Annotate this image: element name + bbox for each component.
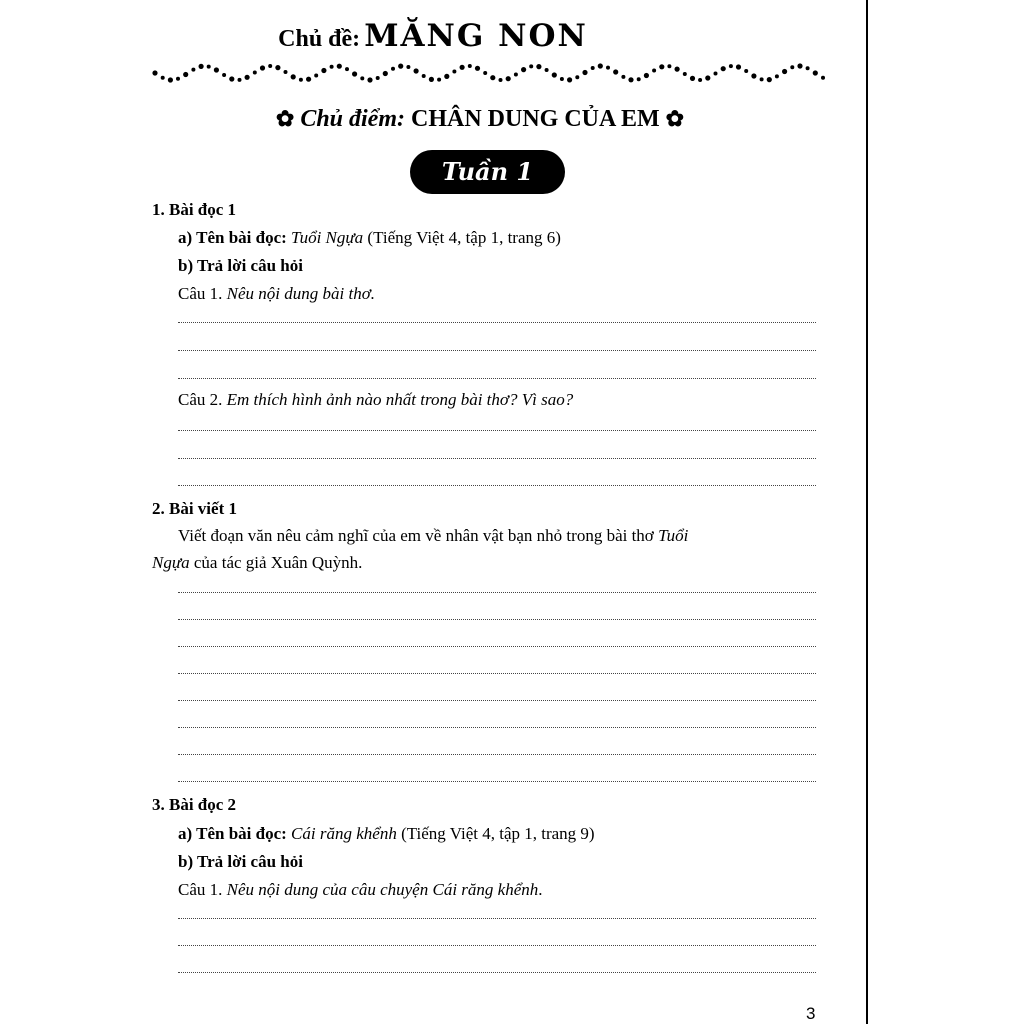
wave-dot [806, 66, 810, 70]
wave-dot [321, 68, 326, 73]
reading-title: Cái răng khểnh [291, 824, 397, 843]
wave-dot [168, 77, 173, 82]
wave-dot [690, 76, 695, 81]
wave-dot [506, 76, 511, 81]
wave-dot [398, 64, 403, 69]
wave-dot [790, 65, 794, 69]
writing-prompt-line [152, 552, 362, 574]
answer-line[interactable] [178, 592, 816, 593]
answer-line[interactable] [178, 673, 816, 674]
wave-dot [775, 74, 779, 78]
wave-dot [767, 77, 772, 82]
wave-dot [591, 66, 595, 70]
wave-dot [575, 75, 579, 79]
wave-dot [222, 73, 226, 77]
wave-dot [460, 65, 465, 70]
wave-dot [161, 76, 165, 80]
answer-line[interactable] [178, 781, 816, 782]
wave-dot [367, 77, 372, 82]
wave-dot [314, 74, 318, 78]
wave-dot [545, 68, 549, 72]
answer-line[interactable] [178, 945, 816, 946]
page-title [0, 18, 866, 54]
wave-dot [536, 64, 541, 69]
page-number: 3 [806, 1004, 816, 1023]
question-number: Câu 1. [178, 880, 223, 899]
wave-dot [714, 72, 718, 76]
question-line [178, 879, 543, 901]
wave-dot [652, 69, 656, 73]
wave-dot [560, 77, 564, 81]
writing-prompt: của tác giả Xuân Quỳnh. [193, 553, 363, 572]
question-text: Nêu nội dung của câu chuyện Cái răng khểnh [226, 880, 539, 899]
answer-line[interactable] [178, 322, 816, 323]
poem-title-part: Tuổi [658, 526, 689, 545]
wave-dot [683, 72, 687, 76]
question-number: Câu 2. [178, 390, 223, 409]
page-edge-line [866, 0, 868, 1024]
answer-line[interactable] [178, 350, 816, 351]
wave-dot [475, 66, 480, 71]
wave-dot [306, 77, 311, 82]
section-heading: 2. Bài viết 1 [152, 499, 237, 518]
wave-dot [183, 72, 188, 77]
wave-dot [214, 67, 219, 72]
question-number: Câu 1. [178, 284, 223, 303]
reading-source: (Tiếng Việt 4, tập 1, trang 6) [367, 228, 561, 247]
answer-line[interactable] [178, 430, 816, 431]
wave-dot [698, 78, 702, 82]
wave-dot [468, 64, 472, 68]
wave-dot [659, 64, 664, 69]
wave-dot [736, 64, 741, 69]
answer-line[interactable] [178, 485, 816, 486]
wave-dot [606, 66, 610, 70]
wave-dot [429, 77, 434, 82]
answer-line[interactable] [178, 727, 816, 728]
reading-title: Tuổi Ngựa [291, 228, 364, 247]
wave-dot [644, 73, 649, 78]
wave-dot [567, 77, 572, 82]
answer-line[interactable] [178, 378, 816, 379]
topic-heading [0, 106, 960, 133]
wave-dot [444, 74, 449, 79]
wave-dot [383, 71, 388, 76]
wave-dot [406, 65, 410, 69]
wave-dot [291, 74, 296, 79]
writing-prompt-line [178, 525, 688, 547]
wave-dot [260, 65, 265, 70]
answer-questions-label: b) Trả lời câu hỏi [178, 256, 303, 275]
week-badge: Tuần 1 [410, 150, 565, 194]
wave-dot [613, 69, 618, 74]
wave-dot [238, 78, 242, 82]
section-heading: 3. Bài đọc 2 [152, 795, 237, 814]
question-line [178, 389, 573, 411]
theme-label: Chủ đề: [278, 26, 361, 52]
wave-dot [452, 70, 456, 74]
writing-prompt: Viết đoạn văn nêu cảm nghĩ của em về nhân vật bạn nhỏ trong bài thơ [178, 526, 654, 545]
answer-line[interactable] [178, 754, 816, 755]
wave-dot [414, 68, 419, 73]
decorative-dot-wave [152, 60, 826, 86]
question-text: Nêu nội dung bài thơ. [226, 284, 376, 303]
flower-icon: ✿ [275, 106, 295, 131]
wave-dot [499, 78, 503, 82]
wave-dot [199, 64, 204, 69]
wave-dot [813, 70, 818, 75]
question-text: Em thích hình ảnh nào nhất trong bài thơ? Vì sao? [226, 390, 574, 409]
topic-title: CHÂN DUNG CỦA EM [411, 106, 660, 132]
wave-dot [598, 63, 603, 68]
wave-dot [521, 67, 526, 72]
wave-dot [490, 75, 495, 80]
theme-title: MĂNG NON [364, 18, 588, 54]
answer-line[interactable] [178, 458, 816, 459]
wave-dot [229, 76, 234, 81]
reading-title-line [178, 227, 561, 249]
reading-title-line [178, 823, 595, 845]
wave-dot [744, 69, 748, 73]
wave-dot [821, 76, 825, 80]
wave-dot [391, 67, 395, 71]
wave-dot [345, 67, 349, 71]
answer-line[interactable] [178, 619, 816, 620]
reading-source: (Tiếng Việt 4, tập 1, trang 9) [401, 824, 595, 843]
wave-dot [207, 65, 211, 69]
wave-dot [422, 74, 426, 78]
wave-dot [514, 73, 518, 77]
wave-dot [705, 75, 710, 80]
wave-dot [582, 70, 587, 75]
wave-dot [376, 76, 380, 80]
wave-dot [721, 66, 726, 71]
wave-dot [628, 77, 633, 82]
answer-line[interactable] [178, 700, 816, 701]
wave-dot [552, 72, 557, 77]
wave-dot [268, 64, 272, 68]
reading-title-label: a) Tên bài đọc: [178, 824, 287, 843]
answer-questions-label: b) Trả lời câu hỏi [178, 852, 303, 871]
wave-dot [729, 64, 733, 68]
wave-dot [760, 77, 764, 81]
wave-dot [782, 69, 787, 74]
wave-dot [529, 64, 533, 68]
answer-line[interactable] [178, 646, 816, 647]
wave-dot [352, 71, 357, 76]
wave-dot [751, 73, 756, 78]
wave-dot [253, 71, 257, 75]
wave-dot [245, 75, 250, 80]
section-heading: 1. Bài đọc 1 [152, 200, 237, 219]
answer-line[interactable] [178, 972, 816, 973]
reading-title-label: a) Tên bài đọc: [178, 228, 287, 247]
poem-title-part: Ngựa [152, 553, 190, 572]
wave-dot [360, 76, 364, 80]
flower-icon: ✿ [665, 106, 685, 131]
wave-dot [299, 78, 303, 82]
wave-dot [797, 63, 802, 68]
wave-dot [152, 70, 157, 75]
wave-dot [667, 64, 671, 68]
wave-dot [284, 70, 288, 74]
wave-dot [330, 65, 334, 69]
wave-dot [275, 65, 280, 70]
answer-line[interactable] [178, 918, 816, 919]
wave-dot [675, 67, 680, 72]
question-end: . [538, 880, 543, 899]
wave-dot [337, 64, 342, 69]
wave-dot [191, 68, 195, 72]
question-line [178, 283, 375, 305]
wave-dot [176, 77, 180, 81]
wave-dot [637, 77, 641, 81]
wave-dot [483, 71, 487, 75]
wave-dot [621, 75, 625, 79]
topic-label: Chủ điểm: [300, 106, 405, 132]
wave-dot [437, 78, 441, 82]
